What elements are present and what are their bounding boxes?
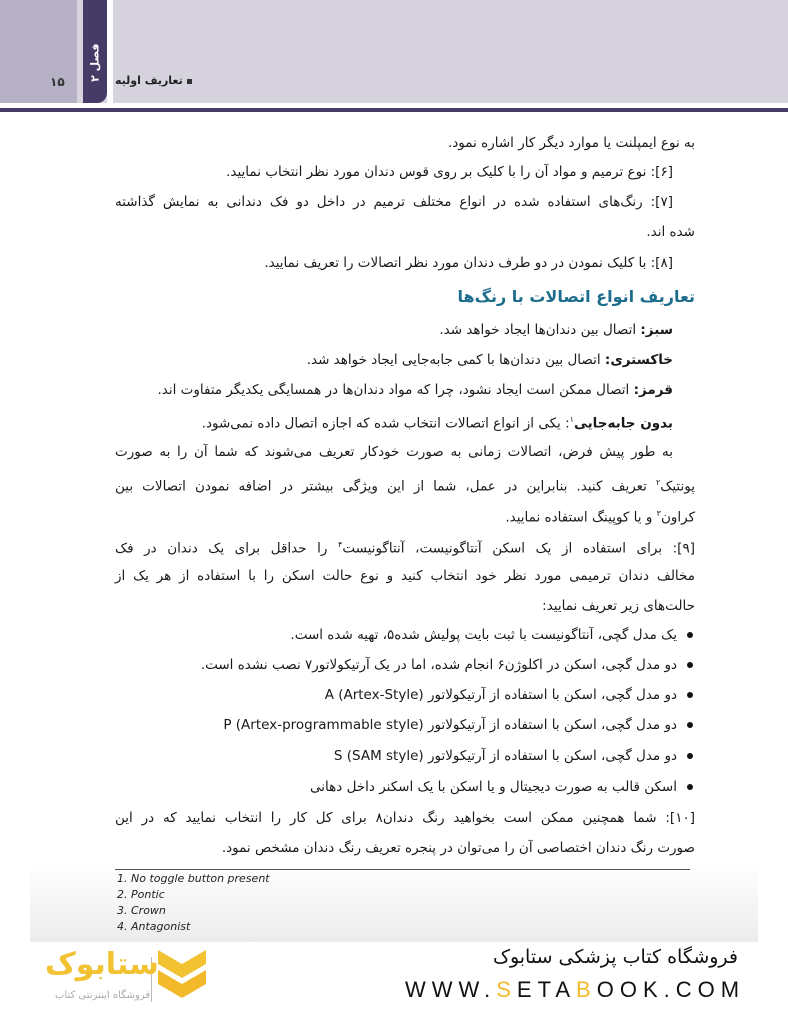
text: کراون	[660, 509, 695, 526]
footnote-ref: ۲	[655, 478, 661, 487]
section-heading: تعاریف انواع اتصالات با رنگ‌ها	[457, 287, 695, 306]
url-part: WWW.	[405, 977, 497, 1002]
bullet-icon	[687, 662, 693, 668]
section-title	[115, 74, 192, 87]
chapter-tab-label: فصل ۲	[88, 43, 102, 82]
brand-subtitle: فروشگاه اینترنتی کتاب	[55, 990, 151, 1001]
bullet-icon	[687, 753, 693, 759]
paragraph-line: [۱۰]: شما همچنین ممکن است بخواهید رنگ دندان۸ برای کل کار را انتخاب نمایید که در این	[115, 810, 695, 826]
paragraph-line: به نوع ایمپلنت یا موارد دیگر کار اشاره نمود.	[448, 135, 695, 151]
header-band	[0, 0, 788, 103]
list-item	[201, 655, 693, 675]
paragraph-line: [۶]: نوع ترمیم و مواد آن را با کلیک بر روی قوس دندان مورد نظر انتخاب نمایید.	[226, 164, 673, 180]
paragraph-line: [۸]: با کلیک نمودن در دو طرف دندان مورد نظر اتصالات را تعریف نمایید.	[264, 255, 673, 271]
text: و یا کوپینگ استفاده نمایید.	[505, 509, 657, 526]
footnote: 1. No toggle button present	[117, 872, 270, 885]
paragraph-line: صورت رنگ دندان اختصاصی آن را می‌توان در پنجره تعریف رنگ دندان مشخص نمود.	[221, 840, 695, 856]
footnote: 4. Antagonist	[117, 920, 191, 933]
footnote-ref: ۴	[338, 540, 343, 549]
definition-gray	[307, 350, 673, 370]
url-part: ETA	[516, 977, 577, 1002]
url-part: B	[576, 977, 597, 1002]
paragraph-line	[505, 504, 695, 528]
footnote-ref: ۳	[656, 509, 661, 518]
list-item-text: دو مدل گچی، اسکن در اکلوژن۶ انجام شده، اما در یک آرتیکولاتور۷ نصب نشده است.	[200, 657, 677, 673]
page-number-block	[0, 0, 77, 103]
bullet-icon	[687, 722, 693, 728]
list-item-text: دو مدل گچی، اسکن با استفاده از آرتیکولاتور P (Artex-programmable style)	[223, 717, 677, 733]
label: خاکستری:	[604, 352, 673, 368]
label: سبز:	[640, 322, 673, 338]
paragraph-line: به طور پیش فرض، اتصالات زمانی به صورت خودکار تعریف می‌شوند که شما آن را به صورت	[115, 444, 673, 460]
list-item	[325, 685, 693, 705]
url-part: S	[496, 977, 517, 1002]
paragraph-line	[115, 473, 695, 497]
page-number: ۱۵	[50, 75, 65, 89]
list-item-text: دو مدل گچی، اسکن با استفاده از آرتیکولاتور A (Artex-Style)	[324, 687, 677, 703]
paragraph-line: [۷]: رنگ‌های استفاده شده در انواع مختلف ترمیم در داخل دو فک دندانی به نمایش گذاشته	[115, 194, 673, 210]
setabook-chevron-logo-icon	[158, 950, 206, 1005]
definition-no-move	[202, 410, 673, 434]
bullet-icon	[687, 632, 693, 638]
definition-green	[439, 320, 673, 340]
label: قرمز:	[633, 382, 673, 398]
tab-gap	[107, 0, 113, 103]
list-item	[334, 746, 693, 766]
store-url[interactable]	[405, 977, 745, 1003]
text: را حداقل برای یک دندان در فک	[115, 540, 339, 557]
list-item	[290, 625, 693, 645]
text: اتصال بین دندان‌ها با کمی جابه‌جایی ایجاد خواهد شد.	[306, 352, 605, 368]
paragraph-line: حالت‌های زیر تعریف نمایید:	[542, 598, 695, 614]
paragraph-line: شده اند.	[646, 224, 695, 240]
text: پونتیک	[660, 478, 695, 495]
list-item-text: دو مدل گچی، اسکن با استفاده از آرتیکولاتور S (SAM style)	[333, 748, 677, 764]
footnote: 3. Crown	[117, 904, 166, 917]
square-bullet-icon	[187, 79, 192, 84]
store-name: فروشگاه کتاب پزشکی ستابوک	[492, 946, 738, 968]
text: : یکی از انواع اتصالات انتخاب شده که اجازه اتصال داده نمی‌شود.	[201, 415, 570, 432]
bullet-icon	[687, 692, 693, 698]
definition-red	[157, 380, 673, 400]
bullet-icon	[687, 784, 693, 790]
list-item	[310, 777, 693, 797]
text: اتصال ممکن است ایجاد نشود، چرا که مواد دندان‌ها در همسایگی یکدیگر متفاوت اند.	[157, 382, 634, 398]
paragraph-line	[115, 535, 695, 559]
list-item-text: اسکن قالب به صورت دیجیتال و یا اسکن با یک اسکنر داخل دهانی	[310, 779, 677, 795]
list-item-text: یک مدل گچی، آنتاگونیست با ثبت بایت پولیش شده۵، تهیه شده است.	[290, 627, 677, 643]
header-rule	[0, 108, 788, 112]
url-part: OOK.COM	[596, 977, 746, 1002]
text: تعریف کنید. بنابراین در عمل، شما از این ویژگی بیشتر در اضافه نمودن اتصالات بین	[115, 478, 656, 495]
text: اتصال بین دندان‌ها ایجاد خواهد شد.	[439, 322, 641, 338]
paragraph-line: مخالف دندان ترمیمی مورد نظر خود انتخاب کنید و نوع حالت اسکن را با استفاده از هر یک از	[115, 568, 695, 584]
footnote-ref: ۱	[569, 415, 574, 424]
footnote: 2. Pontic	[117, 888, 165, 901]
setabook-brand-logo: ستابوک	[45, 947, 159, 982]
list-item	[223, 715, 693, 735]
text: [۹]: برای استفاده از یک اسکن آنتاگونیست، آنتاگونیست	[342, 540, 695, 557]
footnote-rule	[115, 869, 690, 870]
section-title-text: تعاریف اولیه	[115, 74, 183, 87]
label: بدون جابه‌جایی	[573, 415, 673, 432]
